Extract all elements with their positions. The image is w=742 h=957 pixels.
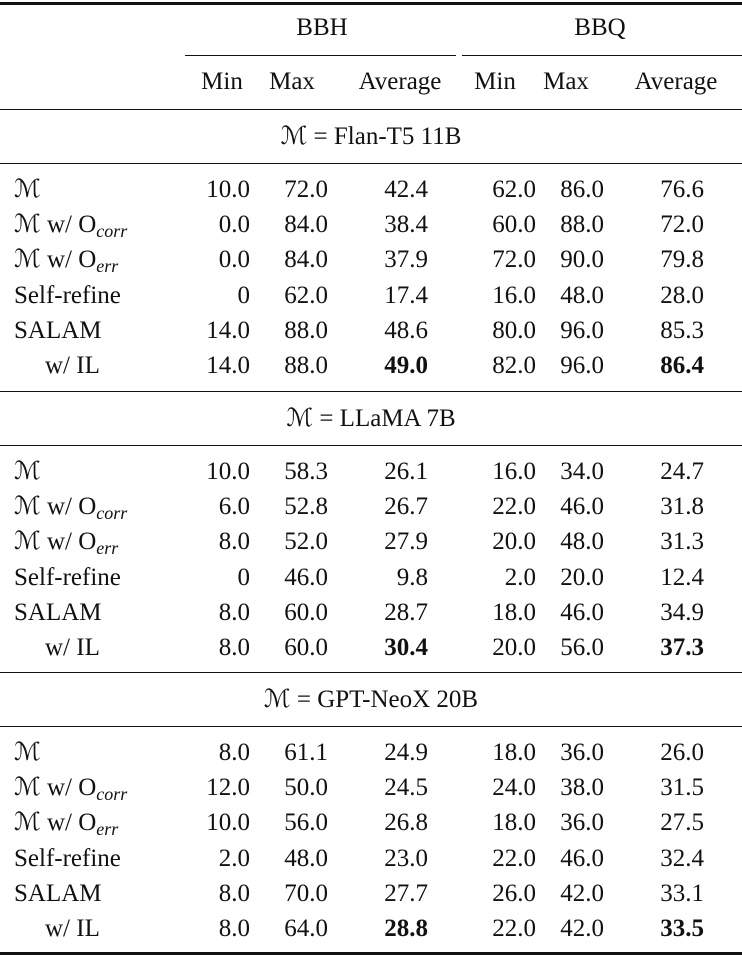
section-rule	[0, 109, 742, 110]
table-cell: 76.6	[660, 176, 704, 203]
table-cell: 60.0	[284, 634, 328, 661]
table-cell: 24.7	[660, 458, 704, 485]
table-cell: 8.0	[218, 598, 250, 626]
row-label	[14, 281, 121, 311]
col-header-bbh-max: Max	[269, 68, 315, 95]
table-cell: 42.0	[560, 915, 604, 942]
row-label-text: ℳ w/ O	[14, 211, 97, 239]
table-cell: 60.0	[492, 211, 536, 239]
table-cell: 37.9	[384, 246, 428, 274]
table-cell: 20.0	[492, 634, 536, 661]
row-label-subscript: corr	[96, 784, 128, 805]
section-title-rule	[0, 726, 742, 727]
table-cell: 85.3	[660, 316, 704, 344]
row-label-text: ℳ w/ O	[14, 246, 97, 274]
table-cell: 31.8	[660, 493, 704, 521]
table-cell: 27.5	[660, 809, 704, 837]
table-cell: 64.0	[284, 915, 328, 942]
table-cell: 88.0	[560, 211, 604, 239]
table-cell: 16.0	[492, 281, 536, 309]
table-cell: 48.6	[384, 316, 428, 344]
table-cell: 96.0	[560, 316, 604, 344]
row-label-subscript: err	[96, 256, 119, 277]
section-title: ℳ = GPT-NeoX 20B	[263, 686, 479, 713]
table-cell: 18.0	[492, 598, 536, 626]
table-cell: 18.0	[492, 739, 536, 766]
table-cell: 8.0	[218, 915, 250, 942]
table-cell: 9.8	[396, 563, 428, 591]
table-cell: 17.4	[384, 281, 428, 309]
table-cell: 46.0	[560, 844, 604, 872]
table-cell: 8.0	[218, 528, 250, 556]
row-label	[14, 527, 118, 557]
table-cell: 23.0	[384, 844, 428, 872]
table-cell: 58.3	[284, 458, 328, 485]
table-cell: 48.0	[560, 281, 604, 309]
table-cell: 0	[237, 563, 250, 591]
table-cell: 38.4	[384, 211, 428, 239]
table-cell: 46.0	[560, 598, 604, 626]
table-cell: 28.7	[384, 598, 428, 626]
section-title-rule	[0, 445, 742, 446]
table-cell: 24.0	[492, 774, 536, 802]
row-label-subscript: corr	[96, 503, 128, 524]
row-label-text: Self-refine	[14, 563, 121, 591]
table-cell: 86.4	[660, 352, 704, 379]
col-header-bbq-min: Min	[474, 68, 516, 95]
table-cell: 26.1	[384, 458, 428, 485]
table-cell: 90.0	[560, 246, 604, 274]
table-cell: 14.0	[206, 316, 250, 344]
table-cell: 26.7	[384, 493, 428, 521]
table-cell: 26.8	[384, 809, 428, 837]
table-cell: 24.9	[384, 739, 428, 766]
row-label-text: ℳ w/ O	[14, 809, 97, 837]
table-cell: 20.0	[560, 563, 604, 591]
row-label-text: ℳ	[14, 458, 41, 485]
table-cell: 52.0	[284, 528, 328, 556]
table-cell: 12.0	[206, 774, 250, 802]
table-cell: 36.0	[560, 739, 604, 766]
table-cell: 62.0	[492, 176, 536, 203]
top-rule	[0, 2, 742, 5]
row-label-text: Self-refine	[14, 844, 121, 872]
row-label-text: Self-refine	[14, 281, 121, 309]
table-cell: 50.0	[284, 774, 328, 802]
table-cell: 10.0	[206, 458, 250, 485]
table-cell: 33.5	[660, 915, 704, 942]
table-cell: 8.0	[218, 879, 250, 907]
table-cell: 38.0	[560, 774, 604, 802]
table-cell: 79.8	[660, 246, 704, 274]
table-cell: 18.0	[492, 809, 536, 837]
row-label	[14, 492, 127, 522]
row-label	[14, 773, 127, 803]
table-cell: 2.0	[218, 844, 250, 872]
row-label-text: SALAM	[14, 598, 102, 626]
group-header-bbq: BBQ	[574, 14, 626, 41]
table-cell: 80.0	[492, 316, 536, 344]
row-label-text: ℳ w/ O	[14, 493, 97, 521]
row-label	[45, 633, 100, 663]
table-cell: 16.0	[492, 458, 536, 485]
row-label-text: ℳ	[14, 176, 41, 203]
bottom-rule	[0, 952, 742, 955]
row-label-subscript: err	[96, 538, 119, 559]
row-label-text: SALAM	[14, 316, 102, 344]
col-header-bbq-average: Average	[634, 68, 718, 95]
row-label	[14, 316, 102, 346]
row-label-text: ℳ w/ O	[14, 528, 97, 556]
table-cell: 52.8	[284, 493, 328, 521]
table-cell: 22.0	[492, 493, 536, 521]
table-cell: 28.0	[660, 281, 704, 309]
group-header-bbh: BBH	[296, 14, 348, 41]
table-cell: 96.0	[560, 352, 604, 379]
table-cell: 33.1	[660, 879, 704, 907]
table-cell: 72.0	[492, 246, 536, 274]
table-cell: 28.8	[384, 915, 428, 942]
table-cell: 0.0	[218, 246, 250, 274]
table-cell: 49.0	[384, 352, 428, 379]
section-title: ℳ = LLaMA 7B	[286, 405, 456, 432]
table-cell: 42.0	[560, 879, 604, 907]
table-cell: 20.0	[492, 528, 536, 556]
table-cell: 46.0	[284, 563, 328, 591]
table-cell: 8.0	[218, 634, 250, 661]
table-cell: 86.0	[560, 176, 604, 203]
row-label-text: ℳ	[14, 739, 41, 766]
row-label	[14, 738, 41, 768]
row-label	[14, 175, 41, 205]
row-label	[14, 563, 121, 593]
row-label	[14, 457, 41, 487]
row-label	[14, 808, 118, 838]
table-cell: 26.0	[492, 879, 536, 907]
table-cell: 22.0	[492, 844, 536, 872]
table-cell: 82.0	[492, 352, 536, 379]
row-label-subscript: err	[96, 819, 119, 840]
row-label	[45, 914, 100, 944]
table-cell: 84.0	[284, 211, 328, 239]
table-cell: 42.4	[384, 176, 428, 203]
cmidrule-bbh	[185, 55, 456, 56]
table-cell: 31.3	[660, 528, 704, 556]
row-label-text: w/ IL	[45, 634, 100, 661]
table-cell: 60.0	[284, 598, 328, 626]
section-title-rule	[0, 163, 742, 164]
table-cell: 26.0	[660, 739, 704, 766]
table-cell: 56.0	[560, 634, 604, 661]
section-rule	[0, 672, 742, 673]
row-label-text: SALAM	[14, 879, 102, 907]
table-cell: 88.0	[284, 352, 328, 379]
row-label	[14, 598, 102, 628]
table-cell: 72.0	[660, 211, 704, 239]
table-cell: 2.0	[504, 563, 536, 591]
table-cell: 61.1	[284, 739, 328, 766]
row-label	[45, 351, 100, 381]
table-cell: 30.4	[384, 634, 428, 661]
col-header-bbh-average: Average	[358, 68, 442, 95]
col-header-bbh-min: Min	[201, 68, 243, 95]
table-cell: 70.0	[284, 879, 328, 907]
table-cell: 62.0	[284, 281, 328, 309]
cmidrule-bbq	[462, 55, 742, 56]
row-label	[14, 879, 102, 909]
row-label	[14, 245, 118, 275]
table-cell: 27.9	[384, 528, 428, 556]
table-cell: 88.0	[284, 316, 328, 344]
table-cell: 8.0	[218, 739, 250, 766]
table-cell: 22.0	[492, 915, 536, 942]
col-header-bbq-max: Max	[543, 68, 589, 95]
table-cell: 48.0	[284, 844, 328, 872]
row-label-text: w/ IL	[45, 352, 100, 379]
table-cell: 34.0	[560, 458, 604, 485]
table-cell: 0	[237, 281, 250, 309]
table-cell: 84.0	[284, 246, 328, 274]
table-cell: 31.5	[660, 774, 704, 802]
table-cell: 6.0	[218, 493, 250, 521]
row-label	[14, 210, 127, 240]
row-label-text: w/ IL	[45, 915, 100, 942]
table-cell: 14.0	[206, 352, 250, 379]
table-cell: 0.0	[218, 211, 250, 239]
section-title: ℳ = Flan-T5 11B	[280, 123, 462, 150]
table-cell: 46.0	[560, 493, 604, 521]
table-cell: 56.0	[284, 809, 328, 837]
table-cell: 32.4	[660, 844, 704, 872]
table-cell: 10.0	[206, 176, 250, 203]
table-cell: 48.0	[560, 528, 604, 556]
table-cell: 10.0	[206, 809, 250, 837]
table-cell: 34.9	[660, 598, 704, 626]
section-rule	[0, 391, 742, 392]
table-cell: 37.3	[660, 634, 704, 661]
table-cell: 27.7	[384, 879, 428, 907]
table-cell: 36.0	[560, 809, 604, 837]
row-label-subscript: corr	[96, 221, 128, 242]
table-cell: 72.0	[284, 176, 328, 203]
table-cell: 24.5	[384, 774, 428, 802]
table-cell: 12.4	[660, 563, 704, 591]
row-label-text: ℳ w/ O	[14, 774, 97, 802]
row-label	[14, 844, 121, 874]
